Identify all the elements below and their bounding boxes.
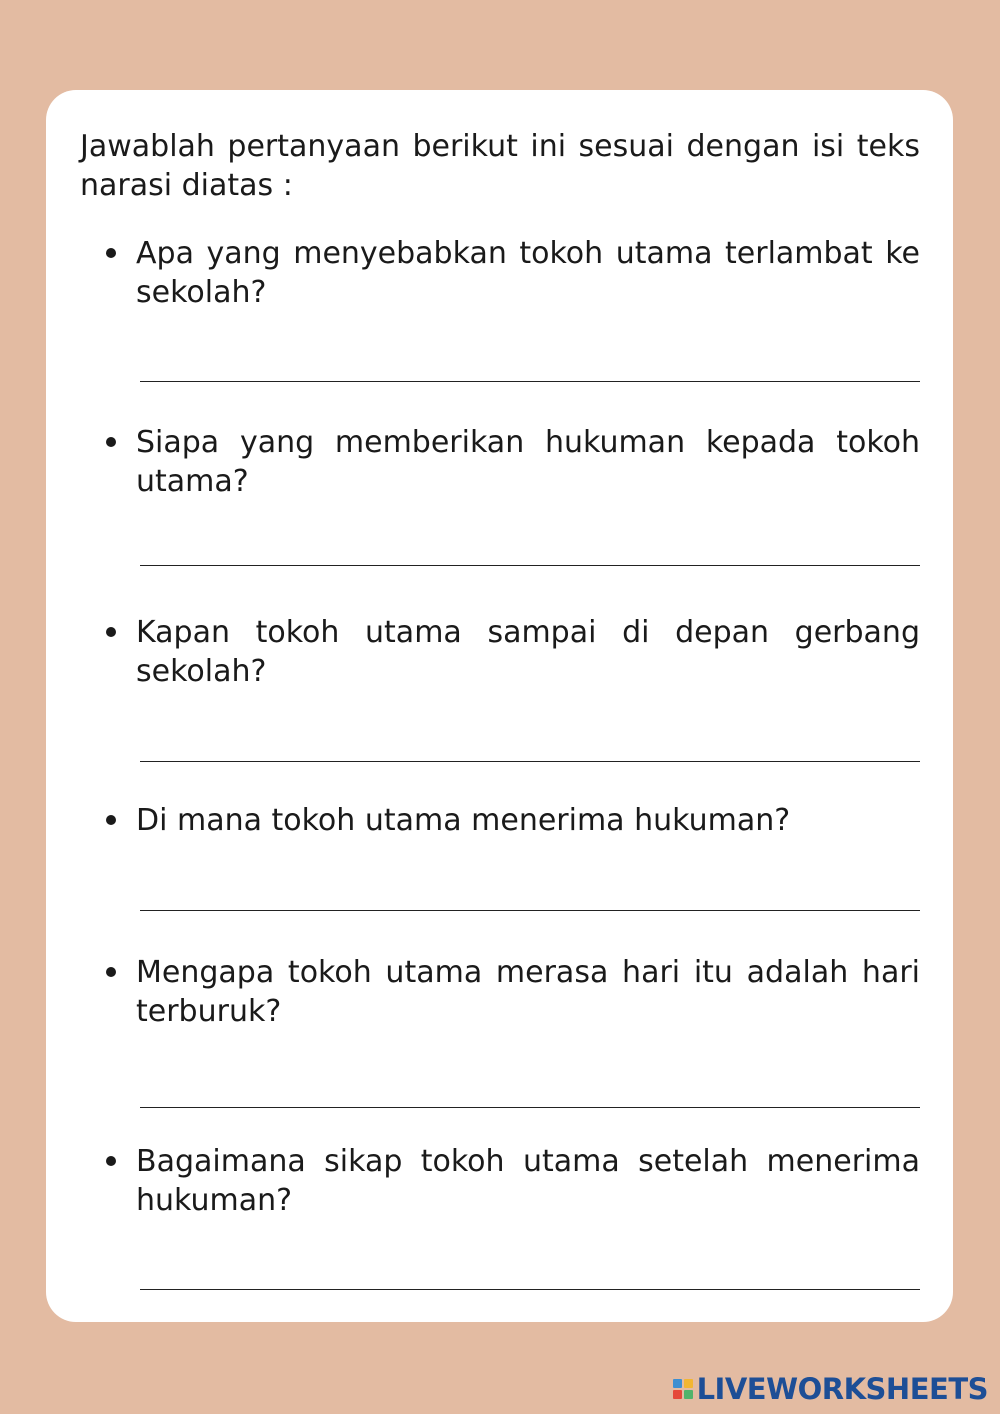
liveworksheets-logo-icon xyxy=(673,1379,693,1399)
question-2: Siapa yang memberikan hukuman kepada tokoh utama? xyxy=(136,425,920,499)
answer-input-3[interactable] xyxy=(140,761,920,762)
brand-name: LIVEWORKSHEETS xyxy=(696,1372,988,1406)
answer-input-4[interactable] xyxy=(140,910,920,911)
question-3: Kapan tokoh utama sampai di depan gerbang sekolah? xyxy=(136,615,920,689)
question-6: Bagaimana sikap tokoh utama setelah menerima hukuman? xyxy=(136,1144,920,1218)
answer-input-1[interactable] xyxy=(140,381,920,382)
answer-input-5[interactable] xyxy=(140,1107,920,1108)
question-4: Di mana tokoh utama menerima hukuman? xyxy=(136,803,791,838)
bullet-icon xyxy=(106,437,116,447)
answer-input-6[interactable] xyxy=(140,1289,920,1290)
bullet-icon xyxy=(106,967,116,977)
bullet-icon xyxy=(106,248,116,258)
question-5: Mengapa tokoh utama merasa hari itu adalah hari terburuk? xyxy=(136,955,920,1029)
bullet-icon xyxy=(106,815,116,825)
bullet-icon xyxy=(106,1156,116,1166)
liveworksheets-brand[interactable] xyxy=(673,1372,988,1406)
answer-input-2[interactable] xyxy=(140,565,920,566)
instruction-text: Jawablah pertanyaan berikut ini sesuai dengan isi teks narasi diatas : xyxy=(80,129,920,203)
bullet-icon xyxy=(106,627,116,637)
question-1: Apa yang menyebabkan tokoh utama terlambat ke sekolah? xyxy=(136,236,920,310)
